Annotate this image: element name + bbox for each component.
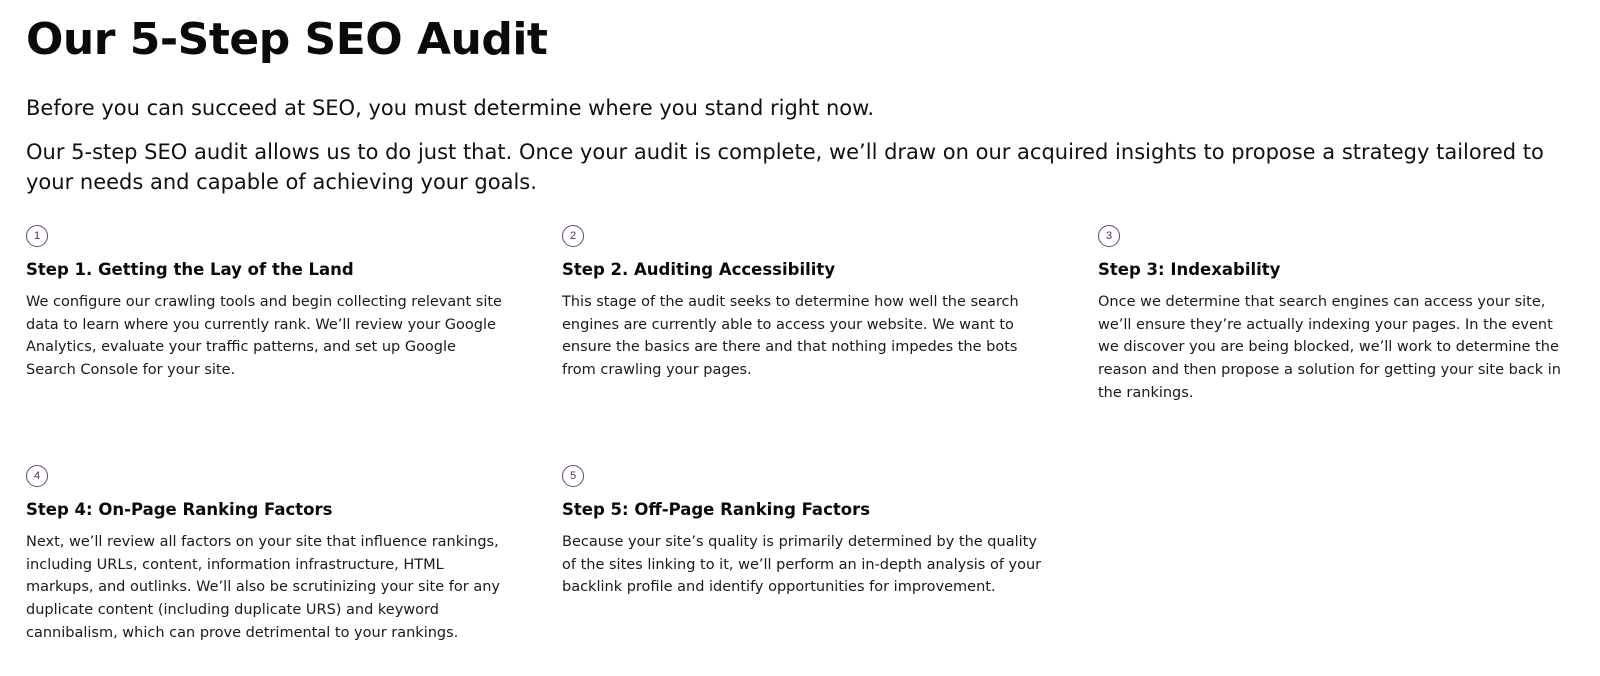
step-title: Step 3: Indexability	[1098, 260, 1281, 279]
step-title: Step 4: On-Page Ranking Factors	[26, 500, 333, 519]
step-number-badge: 2	[562, 225, 584, 247]
step-title: Step 1. Getting the Lay of the Land	[26, 260, 354, 279]
step-card-5	[562, 465, 1042, 599]
step-number-badge: 5	[562, 465, 584, 487]
step-number-badge: 4	[26, 465, 48, 487]
step-number-badge: 3	[1098, 225, 1120, 247]
intro-paragraph-2: Our 5-step SEO audit allows us to do just that. Once your audit is complete, we’ll draw on our acquired insights to propose a strategy tailored to your needs and capable of achieving your goals.	[26, 140, 1544, 194]
step-number-badge: 1	[26, 225, 48, 247]
intro-paragraph-1: Before you can succeed at SEO, you must determine where you stand right now.	[26, 96, 875, 120]
step-card-3	[1098, 225, 1578, 405]
step-description: This stage of the audit seeks to determine how well the search engines are currently able to access your website. We want to ensure the basics are there and that nothing impedes the bots from crawling your pages.	[562, 294, 1019, 379]
step-card-1	[26, 225, 506, 382]
step-description: Once we determine that search engines can access your site, we’ll ensure they’re actually indexing your pages. In the event we discover you are being blocked, we’ll work to determine the reason and then propose a solution for getting your site back in the rankings.	[1098, 294, 1561, 401]
step-description: Next, we’ll review all factors on your site that influence rankings, including URLs, content, information infrastructure, HTML markups, and outlinks. We’ll also be scrutinizing your site for any duplicate content (including duplicate URS) and keyword cannibalism, which can prove detrimental to your rankings.	[26, 534, 500, 641]
step-title: Step 5: Off-Page Ranking Factors	[562, 500, 871, 519]
step-card-2	[562, 225, 1042, 382]
step-description: Because your site’s quality is primarily determined by the quality of the sites linking to it, we’ll perform an in-depth analysis of your backlink profile and identify opportunities for improvement.	[562, 534, 1042, 596]
step-description: We configure our crawling tools and begin collecting relevant site data to learn where you currently rank. We’ll review your Google Analytics, evaluate your traffic patterns, and set up Google Search Console for your site.	[26, 294, 502, 379]
step-card-4	[26, 465, 506, 645]
page-title: Our 5-Step SEO Audit	[26, 14, 548, 65]
step-title: Step 2. Auditing Accessibility	[562, 260, 836, 279]
